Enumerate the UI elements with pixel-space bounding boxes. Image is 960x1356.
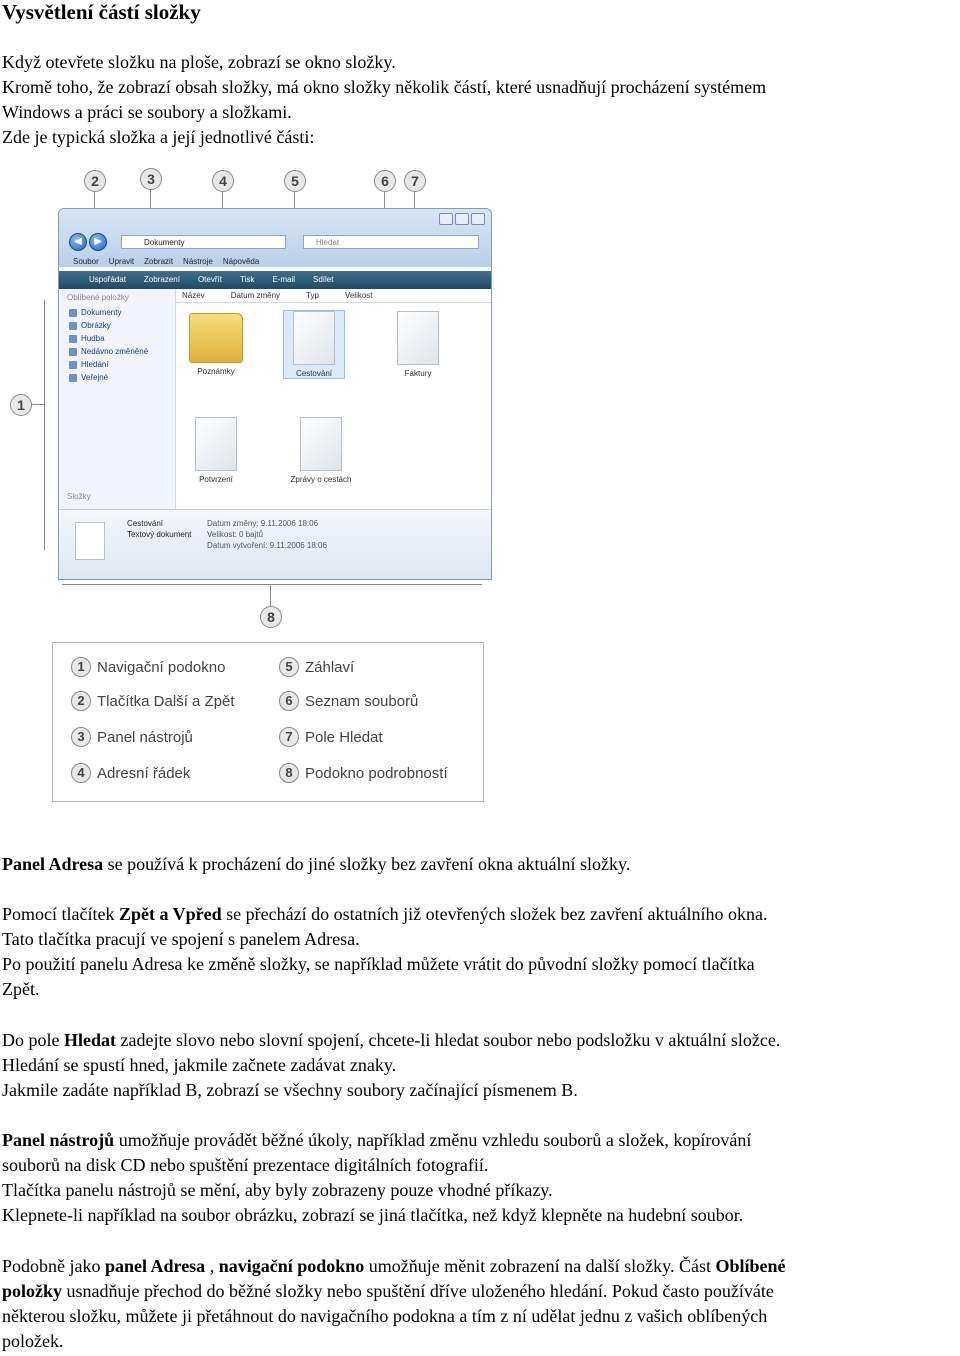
paragraph-back-forward: Pomocí tlačítek Zpět a Vpřed se přechází do ostatních již otevřených složek bez zavření aktuálního okna. Tato tlačítka pracují ve spojení s panelem Adresa. Po použití panelu Adresa ke změně složky, se například můžete vrátit do původní složky pomocí tlačítka Zpět. [2,904,768,999]
nav-item[interactable]: Hledání [59,358,175,371]
intro-line: Kromě toho, že zobrazí obsah složky, má okno složky několik částí, které usnadňují procházení systémem [2,77,767,97]
callout-7: 7 [404,170,426,192]
toolbar-button[interactable]: Tisk [239,275,255,284]
folder-icon [69,361,77,369]
legend-item: 6 Seznam souborů [279,691,418,711]
address-bar[interactable]: Dokumenty [121,235,286,249]
search-input[interactable]: Hledat [303,235,479,249]
toolbar-button[interactable]: E-mail [272,275,296,284]
file-item[interactable]: Potvrzení [186,417,246,484]
explorer-window [58,208,492,580]
legend-item: 7 Pole Hledat [279,727,383,747]
folder-icon [69,335,77,343]
leader-line [32,404,44,405]
nav-item[interactable]: Dokumenty [59,306,175,319]
nav-item[interactable]: Nedávno změněné [59,345,175,358]
menu-item[interactable]: Zobrazit [144,257,174,266]
document-icon [300,417,342,471]
file-item[interactable]: Faktury [388,311,448,378]
page-title: Vysvětlení částí složky [2,0,201,24]
document-icon [195,417,237,471]
legend-item: 5 Záhlaví [279,657,354,677]
favorites-header: Oblíbené položky [67,293,129,302]
column-header[interactable]: Velikost [344,291,373,300]
close-icon[interactable] [471,213,485,225]
minimize-icon[interactable] [439,213,453,225]
callout-3: 3 [140,168,162,190]
toolbar-button[interactable]: Otevřít [197,275,222,284]
nav-item[interactable]: Hudba [59,332,175,345]
paragraph-address: Panel Adresa se používá k procházení do jiné složky bez zavření okna aktuální složky. [2,854,631,874]
folders-footer[interactable]: Složky [67,492,91,501]
column-header[interactable]: Datum změny [230,291,281,300]
file-list [176,305,491,510]
details-meta: Datum změny: 9.11.2006 18:06 Velikost: 0 bajtů Datum vytvoření: 9.11.2006 18:06 [207,519,327,550]
document-icon [397,311,439,365]
intro-line: Zde je typická složka a její jednotlivé části: [2,127,315,147]
leader-line [270,584,271,606]
nav-item[interactable]: Obrázky [59,319,175,332]
window-controls [439,213,485,225]
leader-line [44,300,45,550]
paragraph-toolbar: Panel nástrojů umožňuje provádět běžné úkoly, například změnu vzhledu souborů a složek, kopírování souborů na disk CD nebo spuštění prezentace digitálních fotografií. Tlačítka panelu nástrojů se mění, aby byly zobrazeny pouze vhodné příkazy. Klepnete-li například na soubor obrázku, zobrazí se jiná tlačítka, než když klepněte na hudební soubor. [2,1130,752,1225]
toolbar [59,271,491,289]
menu-item[interactable]: Nápověda [222,257,260,266]
legend-item: 2 Tlačítka Další a Zpět [71,691,235,711]
column-header[interactable]: Typ [306,291,319,300]
folder-icon [69,322,77,330]
callout-4: 4 [212,170,234,192]
callout-5: 5 [284,170,306,192]
column-header[interactable]: Název [182,291,205,300]
folder-icon [69,309,77,317]
toolbar-button[interactable]: Zobrazení [143,275,180,284]
document-icon [293,311,335,365]
legend-item: 8 Podokno podrobností [279,763,448,783]
details-name: Cestování Textový dokument [127,519,192,539]
navigation-pane [59,289,176,509]
file-item[interactable]: Cestování [284,311,344,378]
nav-item[interactable]: Veřejné [59,371,175,384]
menu-item[interactable]: Soubor [73,257,99,266]
legend-item: 1 Navigační podokno [71,657,225,677]
folder-window-figure [0,160,500,820]
details-pane [59,509,491,580]
folder-icon [69,348,77,356]
toolbar-button[interactable]: Uspořádat [89,275,126,284]
menu-item[interactable]: Upravit [108,257,135,266]
intro-line: Když otevřete složku na ploše, zobrazí se okno složky. [2,52,396,72]
callout-6: 6 [374,170,396,192]
file-item[interactable]: Zprávy o cestách [284,417,358,484]
menu-item[interactable]: Nástroje [183,257,213,266]
maximize-icon[interactable] [455,213,469,225]
folder-icon [69,374,77,382]
paragraph-navigation: Podobně jako panel Adresa , navigační podokno umožňuje měnit zobrazení na další složky. Část Oblíbené položky usnadňuje přechod do běžné složky nebo spuštění dříve uloženého hledání. Pokud často používáte některou složku, můžete ji přetáhnout do navigačního podokna a tím z ní udělat jednu z vašich oblíbených položek. [2,1256,786,1351]
legend-item: 4 Adresní řádek [71,763,190,783]
document-icon [75,522,105,560]
file-item[interactable]: Poznámky [186,313,246,376]
intro-paragraph [2,50,957,150]
window-titlebar [59,209,491,267]
callout-2: 2 [84,170,106,192]
intro-line: Windows a práci se soubory a složkami. [2,102,292,122]
paragraph-search: Do pole Hledat zadejte slovo nebo slovní spojení, chcete-li hledat soubor nebo podsložku v aktuální složce. Hledání se spustí hned, jakmile začnete zadávat znaky. Jakmile zadáte například B, zobrazí se všechny soubory začínající písmenem B. [2,1030,781,1100]
callout-1: 1 [10,394,32,416]
column-headers [176,289,491,303]
forward-button[interactable]: ▶ [89,233,107,251]
back-button[interactable]: ◀ [69,233,87,251]
menu-bar [59,256,491,268]
figure-legend [52,642,484,802]
leader-line [62,584,482,585]
toolbar-button[interactable]: Sdílet [313,275,334,284]
legend-item: 3 Panel nástrojů [71,727,193,747]
callout-8: 8 [260,606,282,628]
folder-icon [189,313,243,363]
